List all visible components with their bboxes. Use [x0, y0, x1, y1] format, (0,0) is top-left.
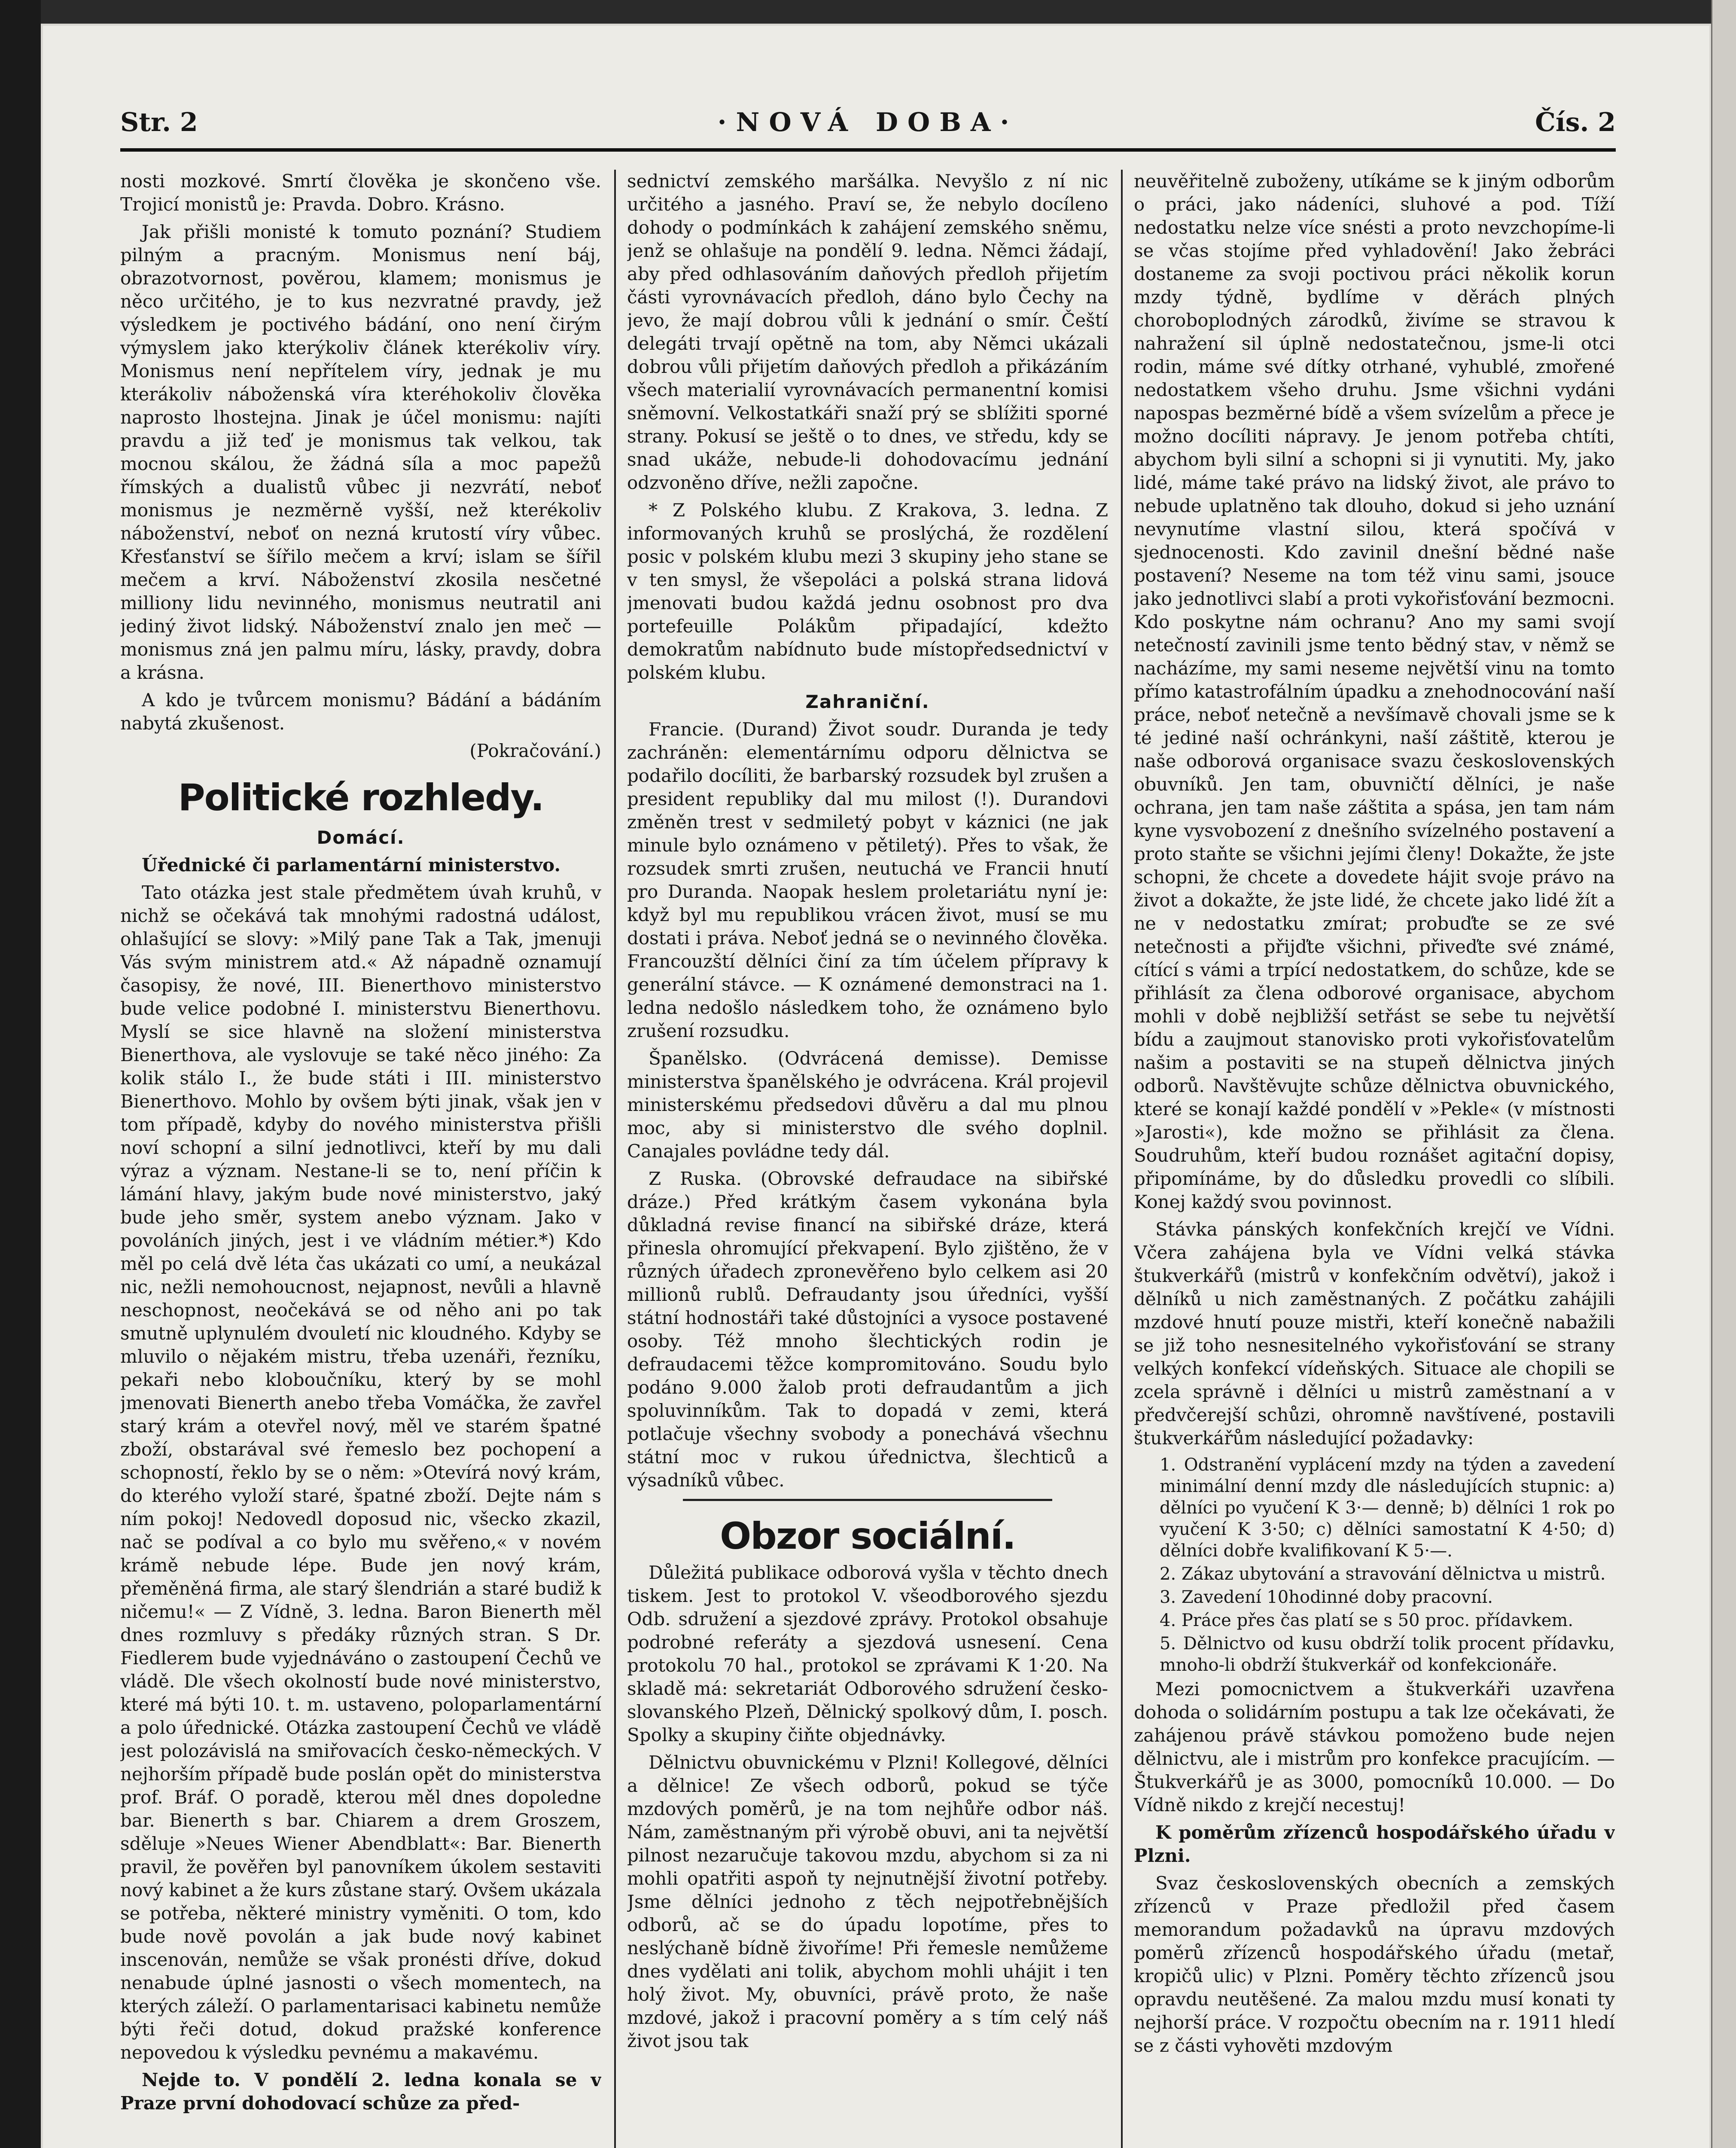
column-1	[120, 170, 601, 2148]
subsection-heading-domestic: Domácí.	[317, 827, 405, 848]
article-paragraph: Španělsko. (Odvrácená demisse). Demisse ministerstva španělského je odvrácena. Král projevil ministerskému předsedovi důvěru a dal mu plnou moc, aby si ministerstvo dle svého doplnil. Canajales povládne tedy dál.	[627, 1048, 1108, 1162]
article-paragraph: Tato otázka jest stale předmětem úvah kruhů, v nichž se očekává tak mnohými radostná událost, ohlašující se slovy: »Milý pane Tak a Tak, jmenuji Vás svým ministrem atd.« Až nápadně oznamují časopisy, že nové, III. Bienerthovo ministerstvo bude velice podobné I. ministerstvu Bienerthovu. Myslí se sice hlavně na složení ministerstva Bienerthova, ale vyslovuje se také něco jiného: Za kolik stálo I., že bude státi i III. ministerstvo Bienerthovo. Mohlo by ovšem býti jinak, však jen v tom případě, kdyby do nového ministerstva přišli noví schopní a silní jednotlivci, kteří by mu dali výraz a význam. Nestane-li se to, není příčin k lámání hlavy, jakým bude nové ministerstvo, jaký bude jeho směr, system anebo význam. Jako v povoláních jiných, jest i ve vládním métier.*) Kdo měl po celá dvě léta čas ukázati co umí, a neukázal nic, nežli nemohoucnost, nejapnost, nevůli a hlavně neschopnost, neočekává se od něho ani po tak smutně uplynulém dvouletí nic kloudného. Kdyby se mluvilo o nějakém mistru, třeba uzenáři, řezníku, pekaři nebo kloboučníku, který by se mohl jmenovati Bienerth anebo třeba Vomáčka, že zavřel starý krám a otevřel nový, měl ve starém špatné zboží, obstarával své řemeslo bez pochopení a schopností, řeklo by se o něm: »Otevírá nový krám, do kterého vyloží staré, špatné zboží. Dejte nám s ním pokoj! Nedovedl doposud nic, všecko zkazil, nač se podíval a co bylo mu svěřeno,« v novém krámě nebude lépe. Bude jen nový krám, přeměněná firma, ale starý šlendrián a staré budiž k ničemu!« — Z Vídně, 3. ledna. Baron Bienerth měl dnes rozmluvy s předáky různých stran. S Dr. Fiedlerem bude vyjednáváno o zastoupení Čechů ve vládě. Dle všech okolností bude nové ministerstvo, které má býti 10. t. m. ustaveno, poloparlamentární a polo úřednické. Otázka zastoupení Čechů ve vládě jest polozávislá na smiřovacích česko-německých. V nejhorším případě bude poslán opět do ministerstva prof. Bráf. O poradě, kterou měl dnes dopoledne bar. Bienerth s bar. Chiarem a drem Groszem, sděluje »Neues Wiener Abendblatt«: Bar. Bienerth pravil, že pověřen byl panovníkem úkolem sestaviti nový kabinet a že kurs zůstane starý. Ovšem ukázala se potřeba, některé ministry vyměniti. O tom, kdo bude nově povolán a jak bude nový kabinet inscenován, nemůže se však pronésti dříve, dokud nenabude úplné jasnosti o všech momentech, na kterých záleží. O parlamentarisaci kabinetu nemůže býti řeči dotud, dokud pražské konference nepovedou k výsledku pevnému a makavému.	[120, 882, 601, 2063]
demands-list	[1134, 1454, 1615, 1676]
section-heading-social: Obzor sociální.	[720, 1515, 1015, 1558]
column-2	[627, 170, 1108, 2148]
article-paragraph: Nejde to. V pondělí 2. ledna konala se v Praze první dohodovací schůze za před-	[120, 2069, 601, 2114]
list-item: 4. Práce přes čas platí se s 50 proc. přídavkem.	[1160, 1611, 1574, 1630]
column-3	[1134, 170, 1615, 2148]
scan-edge-top	[41, 0, 1712, 24]
article-paragraph: sednictví zemského maršálka. Nevyšlo z ní nic určitého a jasného. Praví se, že nebylo docíleno dohody o podmínkách k zahájení zemského sněmu, jenž se ohlašuje na pondělí 9. ledna. Němci žádají, aby před odhlasováním daňových předloh přijetím části vyrovnávacích předloh, dáno bylo Čechy na jevo, že mají dobrou vůli k jednání o smír. Čeští delegáti trvají opětně na tom, aby Němci ukázali dobrou vůli přijetím daňových předloh a přikázáním všech materialií vyrovnávacích permanentní komisi sněmovní. Velkostatkáři snaží prý se sblížiti sporné strany. Pokusí se ještě o to dnes, ve středu, kdy se snad ukáže, nebude-li dohodovacímu jednání odzvoněno dříve, nežli započne.	[627, 171, 1108, 493]
page-header	[120, 95, 1616, 142]
article-paragraph: Svaz československých obecních a zemských zřízenců v Praze předložil před časem memorandum požadavků na úpravu mzdových poměrů zřízenců hospodářského úřadu (metař, kropičů ulic) v Plzni. Poměry těchto zřízenců jsou opravdu neutěšené. Za malou mzdu musí konati ty nejhorší práce. V rozpočtu obecním na r. 1911 hledí se z části vyhověti mzdovým	[1134, 1873, 1615, 2056]
article-paragraph: neuvěřitelně zuboženy, utíkáme se k jiným odborům o práci, jako nádeníci, sluhové a pod. Tíží nedostatku nelze více snésti a proto nevzchopíme-li se včas stojíme před vyhladovění! Jako žebráci dostaneme za svoji poctivou práci několik korun mzdy týdně, bydlíme v děrách plných choroboplodných zárodků, živíme se stravou k nahražení sil úplně nedostatečnou, jsme-li otci rodin, máme své dítky otrhané, vyhublé, zmořené nedostatkem všeho druhu. Jsme všichni vydáni napospas bezměrné bídě a všem svízelům a přece je možno docíliti nápravy. Je jenom potřeba chtíti, abychom byli silní a schopni si ji vynutiti. My, jako lidé, máme také právo na lidský život, ale právo to nebude uplatněno tak dlouho, dokud si jeho uznání nevynutíme vlastní silou, která spočívá v sjednocenosti. Kdo zavinil dnešní bědné naše postavení? Neseme na tom též vinu sami, jsouce jako jednotlivci slabí a proti vykořisťování bezmocni. Kdo poskytne nám ochranu? Ano my sami svojí netečností zavinili jsme tento bědný stav, v němž se nacházíme, my sami neseme největší vinu na tomto přímo katastrofálním úpadku a znehodnocování naší práce, neboť netečně a nevšímavě chovali jsme se k té jediné naší ochránkyni, naší záštitě, kterou je naše odborová organisace svazu československých obuvníků. Jen tam, obuvničtí dělníci, je naše ochrana, jen tam naše záštita a spása, jen tam nám kyne vysvobození z dnešního svízelného postavení a proto staňte se všichni jejími členy! Dokažte, že jste schopni, že chcete a dovedete hájit svoje právo na život a dokažte, že jste lidé, že chcete jako lidé žít a ne v nedostatku zmírat; probuďte se ze své netečnosti a přijďte všichni, přiveďte své známé, cítící s vámi a trpící nedostatkem, do schůze, kde se přihlásít za člena odborové organisace, abychom mohli v době nejbližší setřást se sebe tu největší bídu a zaujmout stanovisko proti vykořisťovatelům našim a postaviti se na stupeň dělnictva jiných odborů. Navštěvujte schůze dělnictva obuvnického, které se konají každé pondělí v »Pekle« (v místnosti »Jarosti«), kde možno se přihlásit za člena. Soudruhům, kteří budou roznášet agitační dopisy, připomínáme, by do důsledku provedli co slíbili. Konej každý svou povinnost.	[1134, 171, 1615, 1212]
subsection-heading-foreign: Zahraniční.	[805, 691, 930, 712]
article-paragraph: Francie. (Durand) Život soudr. Duranda je tedy zachráněn: elementárnímu odporu dělnictva se podařilo docíliti, že barbarský rozsudek byl zrušen a president republiky dal mu milost (!). Durandovi změněn trest v sedmiletý pobyt v káznici (ne jak minule bylo oznámeno v pětiletý). Přes to však, že rozsudek smrti zrušen, neutuchá ve Francii hnutí pro Duranda. Naopak heslem proletariátu nyní je: když byl mu republikou vrácen život, musí se mu dostati i práva. Neboť jedná se o nevinného člověka. Francouzští dělníci činí za tím účelem přípravy k generální stávce. — K oznámené demonstraci na 1. ledna nedošlo následkem toho, že oznámeno bylo zrušení rozsudku.	[627, 719, 1108, 1041]
column-rule-2	[1121, 170, 1123, 2148]
column-rule-1	[614, 170, 616, 2148]
article-paragraph: Dělnictvu obuvnickému v Plzni! Kollegové, dělníci a dělnice! Ze všech odborů, pokud se týče mzdových poměrů, je na tom nejhůře odbor náš. Nám, zaměstnaným při výrobě obuvi, ani ta největší pilnost nezaručuje takovou mzdu, abychom si za ni mohli opatřiti aspoň ty nejnutnější životní potřeby. Jsme dělníci jednoho z těch nejpotřebnějších odborů, ač se do úpadu lopotíme, přes to neslýchaně bídně živoříme! Při řemesle nemůžeme dnes vydělati ani tolik, abychom mohli uhájit i ten holý život. My, obuvníci, právě proto, že naše mzdové, jakož i pracovní poměry a s tím celý náš život jsou tak	[627, 1752, 1108, 2051]
article-paragraph: Stávka pánských konfekčních krejčí ve Vídni. Včera zahájena byla ve Vídni velká stávka štukverkářů (mistrů v konfekčním odvětví), jakož i dělníků u nich zaměstnaných. Z počátku zahájili mzdové hnutí pouze mistři, kteří konečně nabažili se již toho nesnesitelného vykořisťování se strany velkých konfekcí vídeňských. Situace ale chopili se zcela správně i dělníci u mistrů zaměstnaní a v předvčerejší schůzi, ohromně navštívené, postavili štukverkářům následující požadavky:	[1134, 1219, 1615, 1449]
article-paragraph: A kdo je tvůrcem monismu? Bádání a bádáním nabytá zkušenost.	[120, 690, 601, 734]
page-number: Str. 2	[120, 107, 198, 137]
list-item: 1. Odstranění vyplácení mzdy na týden a zavedení minimální denní mzdy dle následujících stupnic: a) dělníci po vyučení K 3·— denně; b) dělníci 1 rok po vyučení K 3·50; c) dělníci samostatní K 4·50; d) dělníci dobře kvalifikovaní K 5·—.	[1160, 1455, 1615, 1561]
scan-edge-left	[0, 0, 41, 2148]
list-item: 3. Zavedení 10hodinné doby pracovní.	[1160, 1587, 1493, 1607]
article-title: K poměrům zřízenců hospodářského úřadu v Plzni.	[1134, 1822, 1615, 1866]
header-rule	[120, 148, 1616, 152]
continuation-note: (Pokračování.)	[469, 740, 601, 761]
article-paragraph: Důležitá publikace odborová vyšla v těchto dnech tiskem. Jest to protokol V. všeodborového sjezdu Odb. sdružení a sjezdové zprávy. Protokol obsahuje podrobné referáty a sjezdová usnesení. Cena protokolu 70 hal., protokol se zprávami K 1·20. Na skladě má: sekretariát Odborového sdružení česko-slovanského Plzeň, Dělnický spolkový dům, I. posch. Spolky a skupiny čiňte objednávky.	[627, 1562, 1108, 1745]
article-paragraph: nosti mozkové. Smrtí člověka je skončeno vše. Trojicí monistů je: Pravda. Dobro. Krásno.	[120, 171, 601, 215]
article-paragraph: Jak přišli monisté k tomuto poznání? Studiem pilným a pracným. Monismus není báj, obrazotvornost, pověrou, klamem; monismus je něco určitého, je to kus nezvratné pravdy, jež výsledkem je poctivého bádání, ono není čirým výmyslem jako kterýkoliv článek kterékoliv víry. Monismus není nepřítelem víry, jednak je mu kterákoliv náboženská víra kteréhokoliv člověka naprosto lhostejna. Jinak je účel monismu: najíti pravdu a již teď je monismus tak velkou, tak mocnou skálou, že žádná síla a moc papežů římských a dualistů vůbec ji nezvrátí, neboť monismus je nezměrně vyšší, než kterékoliv náboženství, neboť on nezná krutostí víry vůbec. Křesťanství se šířilo mečem a krví; islam se šířil mečem a krví. Náboženství zkosila nesčetné milliony lidu nevinného, monismus neutratil ani jediný život lidský. Náboženství znalo jen meč — monismus zná jen palmu míru, lásky, pravdy, dobra a krásna.	[120, 221, 601, 683]
article-title: Úřednické či parlamentární ministerstvo.	[142, 854, 561, 876]
masthead-title: ·NOVÁ DOBA·	[717, 107, 1019, 137]
article-paragraph: * Z Polského klubu. Z Krakova, 3. ledna. Z informovaných kruhů se proslýchá, že rozdělení posic v polském klubu mezi 3 skupiny jeho stane se v ten smysl, že všepoláci a polská strana lidová jmenovati budou každá jednu osobnost pro dva portefeuille Polákům připadající, kdežto demokratům nabídnuto bude místopředsednictví v polském klubu.	[627, 500, 1108, 683]
article-paragraph: Mezi pomocnictvem a štukverkáři uzavřena dohoda o solidárním postupu a tak lze očekávati, že zahájenou právě stávkou pomoženo bude nejen dělnictvu, ale i mistrům pro konfekce pracujícím. — Štukverkářů je as 3000, pomocníků 10.000. — Do Vídně nikdo z krejčí necestuj!	[1134, 1678, 1615, 1815]
list-item: 2. Zákaz ubytování a stravování dělnictva u mistrů.	[1160, 1564, 1606, 1584]
section-heading-political: Politické rozhledy.	[178, 776, 544, 819]
issue-number: Čís. 2	[1535, 107, 1616, 137]
scan-edge-right	[1711, 0, 1736, 2148]
article-paragraph: Z Ruska. (Obrovské defraudace na sibiřské dráze.) Před krátkým časem vykonána byla důkladná revise financí na sibiřské dráze, která přinesla ohromující překvapení. Bylo zjištěno, že v různých úřadech zpronevěřeno bylo celkem asi 20 millionů rublů. Defraudanty jsou úředníci, vyšší státní hodnostáři také důstojníci a vysoce postavené osoby. Též mnoho šlechtických rodin je defraudacemi těžce kompromitováno. Soudu bylo podáno 9.000 žalob proti defraudantům a jich spoluvinníkům. Tak to dopadá v zemi, která potlačuje všechny svobody a ponechává všechnu státní moc v rukou úřednictva, šlechticů a výsadníků vůbec.	[627, 1168, 1108, 1491]
section-divider	[683, 1499, 1052, 1501]
list-item: 5. Dělnictvo od kusu obdrží tolik procent přídavku, mnoho-li obdrží štukverkář od konfekcionáře.	[1160, 1634, 1615, 1675]
